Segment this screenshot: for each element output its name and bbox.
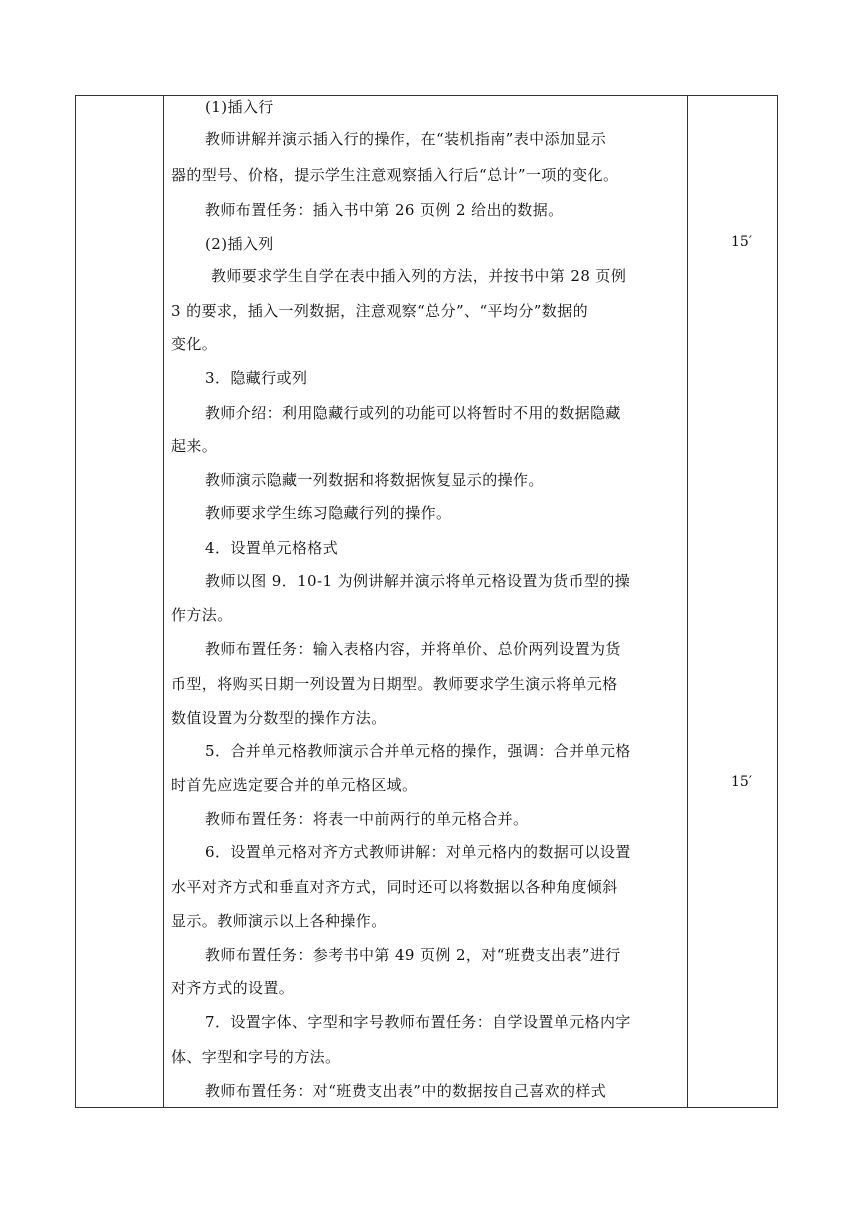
text-line: 教师布置任务：对“班费支出表”中的数据按自己喜欢的样式 <box>205 1082 607 1100</box>
text-line: 显示。教师演示以上各种操作。 <box>171 912 387 930</box>
text-line: 5．合并单元格教师演示合并单元格的操作，强调：合并单元格 <box>205 742 631 760</box>
text-line: 数值设置为分数型的操作方法。 <box>171 709 387 727</box>
text-line: 4．设置单元格格式 <box>205 539 339 557</box>
text-line: 器的型号、价格，提示学生注意观察插入行后“总计”一项的变化。 <box>171 166 619 184</box>
text-line: 教师布置任务：输入表格内容，并将单价、总价两列设置为货 <box>205 640 621 658</box>
text-line: 币型，将购买日期一列设置为日期型。教师要求学生演示将单元格 <box>171 675 618 693</box>
text-line: 教师要求学生自学在表中插入列的方法，并按书中第 28 页例 <box>211 267 627 285</box>
lesson-table <box>75 95 778 1108</box>
text-line: 教师要求学生练习隐藏行列的操作。 <box>205 504 452 522</box>
text-line: 6．设置单元格对齐方式教师讲解：对单元格内的数据可以设置 <box>205 843 631 861</box>
text-line: 教师以图 9．10-1 为例讲解并演示将单元格设置为货币型的操 <box>205 572 631 590</box>
text-line: 教师介绍：利用隐藏行或列的功能可以将暂时不用的数据隐藏 <box>205 404 621 422</box>
time-mark: 15′ <box>731 234 752 250</box>
text-line: 起来。 <box>171 437 218 455</box>
text-line: 教师讲解并演示插入行的操作，在“装机指南”表中添加显示 <box>205 130 607 148</box>
time-mark: 15′ <box>731 774 752 790</box>
text-line: 3．隐藏行或列 <box>205 369 308 387</box>
text-line: 时首先应选定要合并的单元格区域。 <box>171 776 418 794</box>
text-line: 作方法。 <box>171 606 233 624</box>
text-line: (2)插入列 <box>205 235 274 253</box>
text-line: 教师布置任务：将表一中前两行的单元格合并。 <box>205 810 529 828</box>
text-line: 教师布置任务：参考书中第 49 页例 2，对“班费支出表”进行 <box>205 946 621 964</box>
text-line: 对齐方式的设置。 <box>171 979 295 997</box>
text-line: 教师布置任务：插入书中第 26 页例 2 给出的数据。 <box>205 201 564 219</box>
text-line: (1)插入行 <box>205 98 274 116</box>
text-line: 3 的要求，插入一列数据，注意观察“总分”、“平均分”数据的 <box>171 302 588 320</box>
text-line: 变化。 <box>171 335 218 353</box>
text-line: 水平对齐方式和垂直对齐方式，同时还可以将数据以各种角度倾斜 <box>171 878 618 896</box>
text-line: 教师演示隐藏一列数据和将数据恢复显示的操作。 <box>205 471 544 489</box>
text-line: 7．设置字体、字型和字号教师布置任务：自学设置单元格内字 <box>205 1013 631 1031</box>
column-divider-left <box>163 96 164 1107</box>
text-line: 体、字型和字号的方法。 <box>171 1048 341 1066</box>
